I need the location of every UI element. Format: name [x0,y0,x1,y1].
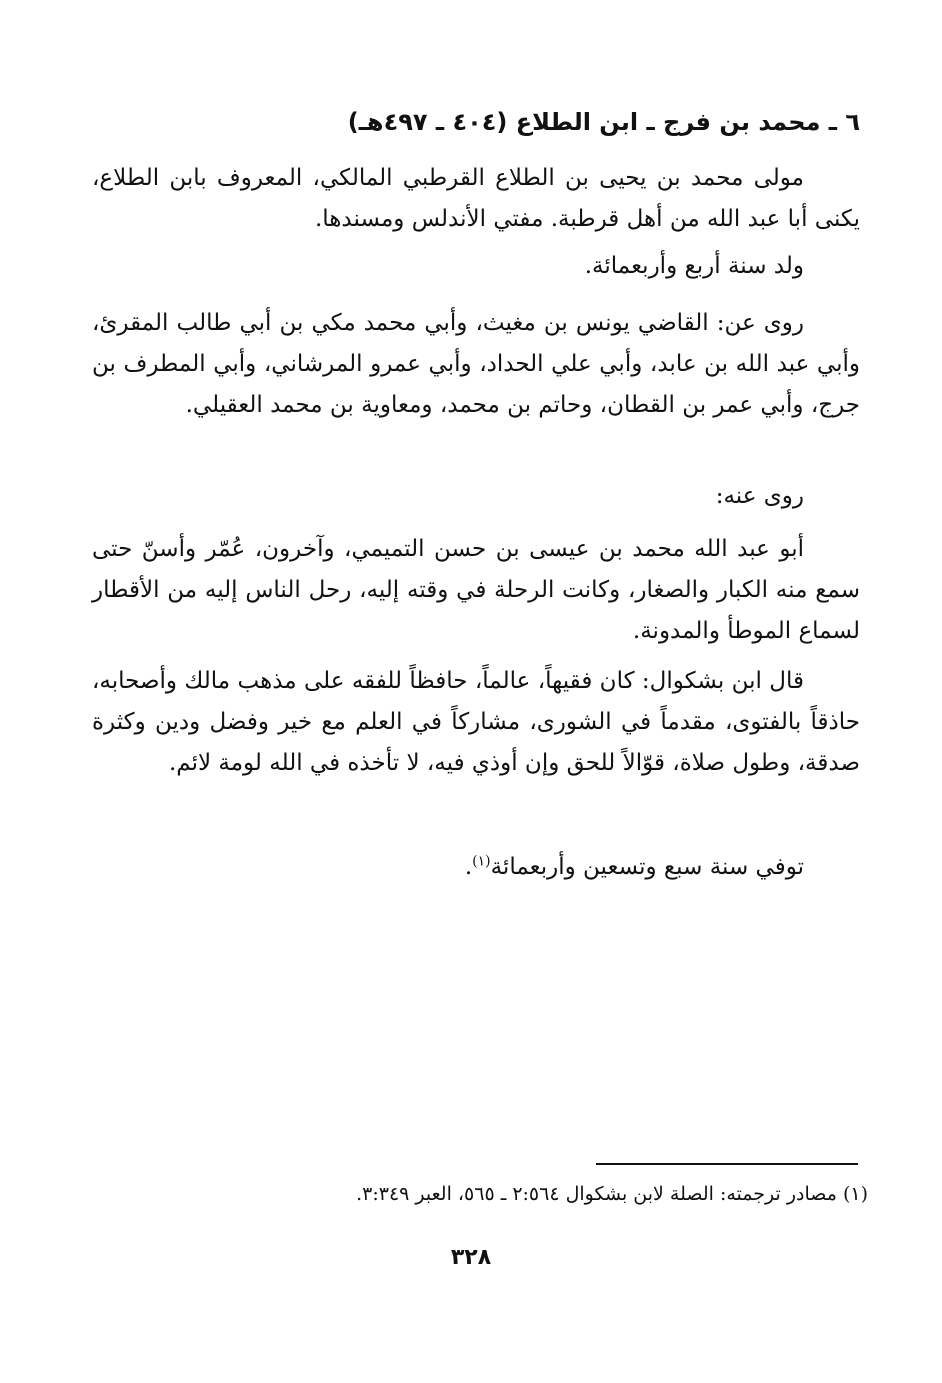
entry-heading: ٦ ـ محمد بن فرج ـ ابن الطلاع (٤٠٤ ـ ٤٩٧هـ) [347,108,860,136]
footnote-divider [596,1163,858,1165]
paragraph-students [92,529,860,652]
page-number: ٣٢٨ [450,1245,492,1270]
paragraph-birth [92,246,860,287]
footnote-reference: (١) [472,853,491,870]
paragraph-text: أبو عبد الله محمد بن عيسى بن حسن التميمي، وآخرون، عُمّر وأسنّ حتى سمع منه الكبار والصغار، وكانت الرحلة في وقته إليه، رحل الناس إليه من الأقطار لسماع الموطأ والمدونة. [92,536,860,644]
paragraph-text: روى عن: القاضي يونس بن مغيث، وأبي محمد مكي بن أبي طالب المقرئ، وأبي عبد الله بن عابد، وأبي علي الحداد، وأبي عمرو المرشاني، وأبي المطرف بن جرج، وأبي عمر بن القطان، وحاتم بن محمد، ومعاوية بن محمد العقيلي. [92,310,860,418]
paragraph-death [92,847,860,888]
paragraph-text: روى عنه: [715,483,804,509]
death-text: توفي سنة سبع وتسعين وأربعمائة [490,854,804,880]
paragraph-ibn-bashkuwal-quote [92,661,860,784]
paragraph-text: قال ابن بشكوال: كان فقيهاً، عالماً، حافظاً للفقه على مذهب مالك وأصحابه، حاذقاً بالفتوى، مقدماً في الشورى، مشاركاً في العلم مع خير وفضل ودين وكثرة صدقة، وطول صلاة، قوّالاً للحق وإن أوذي فيه، لا تأخذه في الله لومة لائم. [92,668,860,776]
paragraph-text: ولد سنة أربع وأربعمائة. [584,253,804,279]
paragraph-text [92,847,860,888]
paragraph-narrated-by-label [92,476,860,517]
paragraph-text: مولى محمد بن يحيى بن الطلاع القرطبي المالكي، المعروف بابن الطلاع، يكنى أبا عبد الله من أهل قرطبة. مفتي الأندلس ومسندها. [92,165,860,232]
paragraph-narrated-from [92,303,860,426]
paragraph-biography [92,158,860,240]
sentence-end: . [464,854,473,880]
footnote: (١) مصادر ترجمته: الصلة لابن بشكوال ٢:٥٦٤ ـ ٥٦٥، العبر ٣:٣٤٩. [356,1183,868,1205]
